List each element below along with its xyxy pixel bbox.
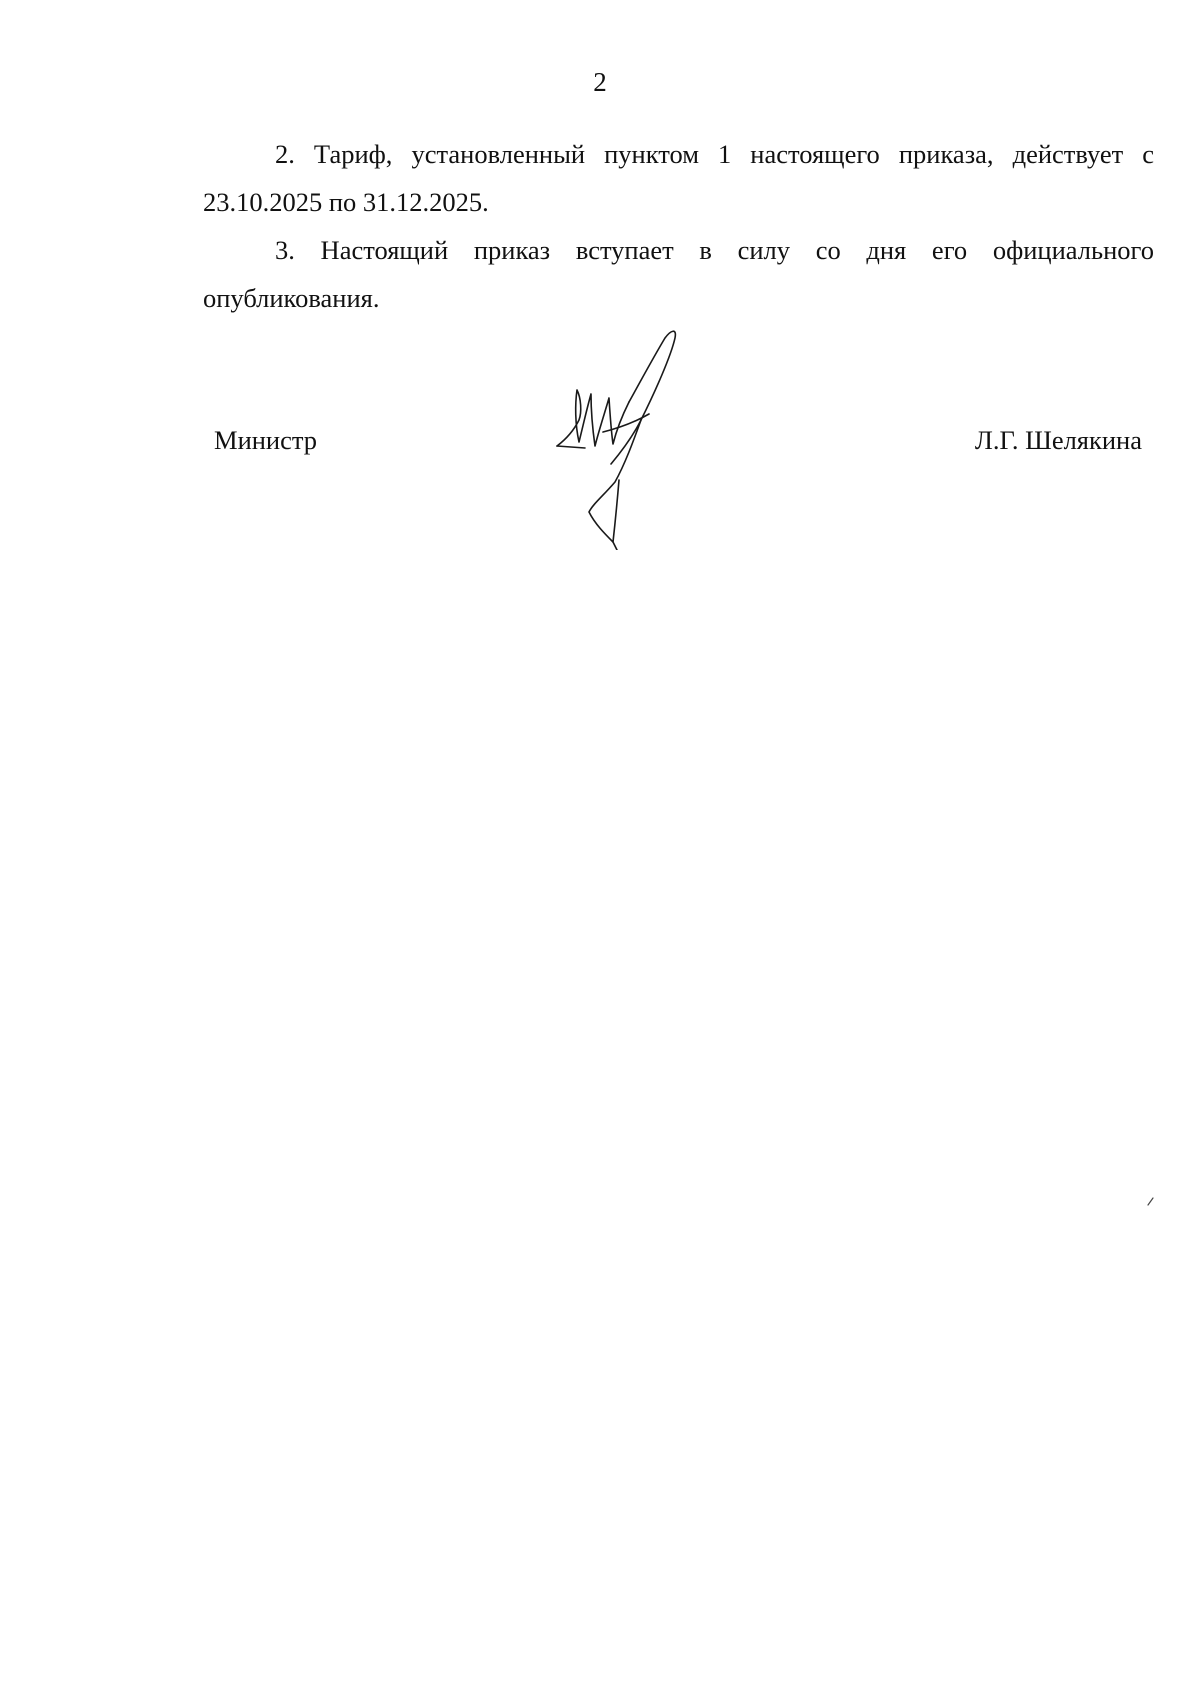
signer-name: Л.Г. Шелякина [974,425,1142,455]
signer-position: Министр [214,425,318,455]
handwritten-signature-icon [555,328,705,550]
stray-mark-icon [1147,1196,1155,1206]
paragraph-effective-date: 3. Настоящий приказ вступает в силу со дня его официального опубликования. [203,235,1154,313]
paragraph-tariff-period: 2. Тариф, установленный пунктом 1 настоящего приказа, действует с 23.10.2025 по 31.12.2025. [203,139,1154,217]
page-number: 2 [593,67,607,97]
document-body [203,130,1154,322]
